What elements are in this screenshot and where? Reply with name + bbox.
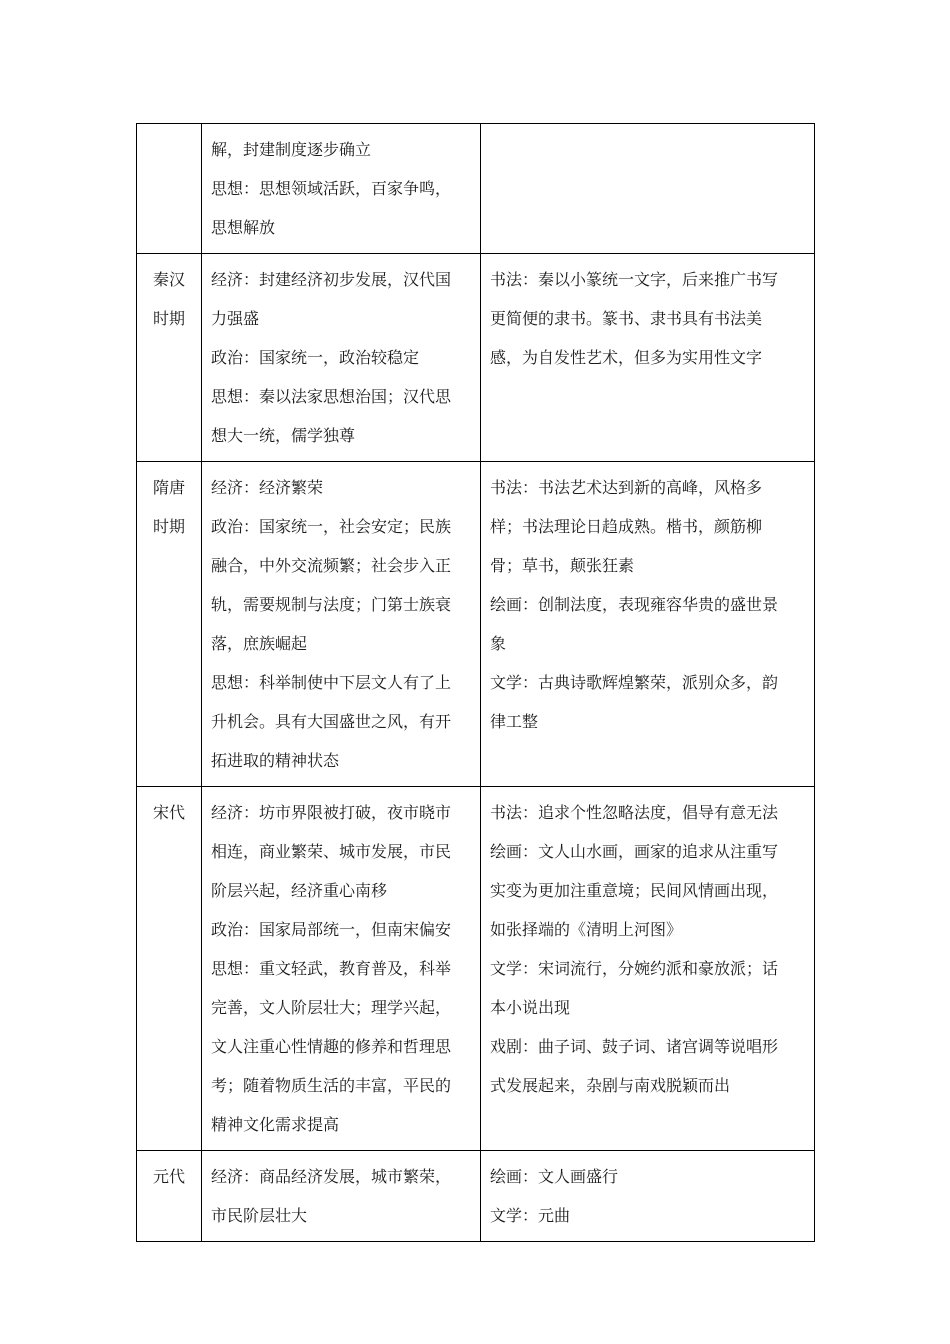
culture-line: 律工整 xyxy=(490,712,539,731)
context-cell xyxy=(202,787,481,1151)
culture-line: 样；书法理论日趋成熟。楷书，颜筋柳 xyxy=(490,517,763,536)
context-line: 经济：封建经济初步发展，汉代国 xyxy=(211,270,452,289)
context-line: 轨，需要规制与法度；门第士族衰 xyxy=(211,595,452,614)
culture-line: 书法：追求个性忽略法度，倡导有意无法 xyxy=(490,803,779,822)
period-line: 时期 xyxy=(152,309,185,328)
context-line: 完善，文人阶层壮大；理学兴起， xyxy=(211,998,452,1017)
culture-cell xyxy=(481,787,815,1151)
period-line: 隋唐 xyxy=(152,478,185,497)
table-body xyxy=(137,124,815,1242)
period-cell xyxy=(137,124,202,254)
period-line: 元代 xyxy=(152,1167,185,1186)
context-line: 融合，中外交流频繁；社会步入正 xyxy=(211,556,452,575)
context-line: 经济：经济繁荣 xyxy=(211,478,324,497)
context-cell xyxy=(202,254,481,462)
context-line: 政治：国家统一，社会安定；民族 xyxy=(211,517,452,536)
culture-cell xyxy=(481,462,815,787)
culture-line: 实变为更加注重意境；民间风情画出现， xyxy=(490,881,779,900)
culture-line: 更简便的隶书。篆书、隶书具有书法美 xyxy=(490,309,763,328)
context-line: 精神文化需求提高 xyxy=(211,1115,340,1134)
context-line: 考；随着物质生活的丰富，平民的 xyxy=(211,1076,452,1095)
culture-line: 如张择端的《清明上河图》 xyxy=(490,920,683,939)
culture-line: 骨；草书，颠张狂素 xyxy=(490,556,635,575)
culture-line: 绘画：文人画盛行 xyxy=(490,1167,619,1186)
context-line: 经济：坊市界限被打破，夜市晓市 xyxy=(211,803,452,822)
table-row xyxy=(137,124,815,254)
period-line: 宋代 xyxy=(152,803,185,822)
culture-cell xyxy=(481,254,815,462)
context-line: 思想：思想领域活跃，百家争鸣， xyxy=(211,179,452,198)
culture-line: 书法：书法艺术达到新的高峰，风格多 xyxy=(490,478,763,497)
context-cell xyxy=(202,462,481,787)
context-line: 思想：科举制使中下层文人有了上 xyxy=(211,673,452,692)
context-cell xyxy=(202,124,481,254)
table-row xyxy=(137,1151,815,1242)
context-line: 思想解放 xyxy=(211,218,276,237)
context-line: 落，庶族崛起 xyxy=(211,634,308,653)
period-line: 时期 xyxy=(152,517,185,536)
context-line: 想大一统，儒学独尊 xyxy=(211,426,356,445)
culture-cell xyxy=(481,124,815,254)
context-line: 解，封建制度逐步确立 xyxy=(211,140,372,159)
period-cell xyxy=(137,1151,202,1242)
history-culture-table xyxy=(136,123,815,1242)
context-line: 阶层兴起，经济重心南移 xyxy=(211,881,388,900)
context-line: 思想：秦以法家思想治国；汉代思 xyxy=(211,387,452,406)
culture-line: 文学：元曲 xyxy=(490,1206,571,1225)
period-cell xyxy=(137,254,202,462)
context-line: 文人注重心性情趣的修养和哲理思 xyxy=(211,1037,452,1056)
context-line: 力强盛 xyxy=(211,309,260,328)
culture-line: 文学：古典诗歌辉煌繁荣，派别众多，韵 xyxy=(490,673,779,692)
culture-cell xyxy=(481,1151,815,1242)
culture-line: 戏剧：曲子词、鼓子词、诸宫调等说唱形 xyxy=(490,1037,779,1056)
table-row xyxy=(137,462,815,787)
period-line: 秦汉 xyxy=(152,270,185,289)
context-line: 拓进取的精神状态 xyxy=(211,751,340,770)
culture-line: 绘画：文人山水画，画家的追求从注重写 xyxy=(490,842,779,861)
culture-line: 本小说出现 xyxy=(490,998,571,1017)
table-row xyxy=(137,254,815,462)
period-cell xyxy=(137,462,202,787)
culture-line: 文学：宋词流行，分婉约派和豪放派；话 xyxy=(490,959,779,978)
context-line: 思想：重文轻武，教育普及，科举 xyxy=(211,959,452,978)
culture-line: 象 xyxy=(490,634,507,653)
context-line: 相连，商业繁荣、城市发展，市民 xyxy=(211,842,452,861)
context-line: 市民阶层壮大 xyxy=(211,1206,308,1225)
period-cell xyxy=(137,787,202,1151)
context-line: 经济：商品经济发展，城市繁荣， xyxy=(211,1167,452,1186)
context-line: 政治：国家统一，政治较稳定 xyxy=(211,348,420,367)
context-cell xyxy=(202,1151,481,1242)
culture-line: 式发展起来，杂剧与南戏脱颖而出 xyxy=(490,1076,731,1095)
table-row xyxy=(137,787,815,1151)
context-line: 政治：国家局部统一，但南宋偏安 xyxy=(211,920,452,939)
context-line: 升机会。具有大国盛世之风，有开 xyxy=(211,712,452,731)
culture-line: 书法：秦以小篆统一文字，后来推广书写 xyxy=(490,270,779,289)
culture-line: 感，为自发性艺术，但多为实用性文字 xyxy=(490,348,763,367)
culture-line: 绘画：创制法度，表现雍容华贵的盛世景 xyxy=(490,595,779,614)
